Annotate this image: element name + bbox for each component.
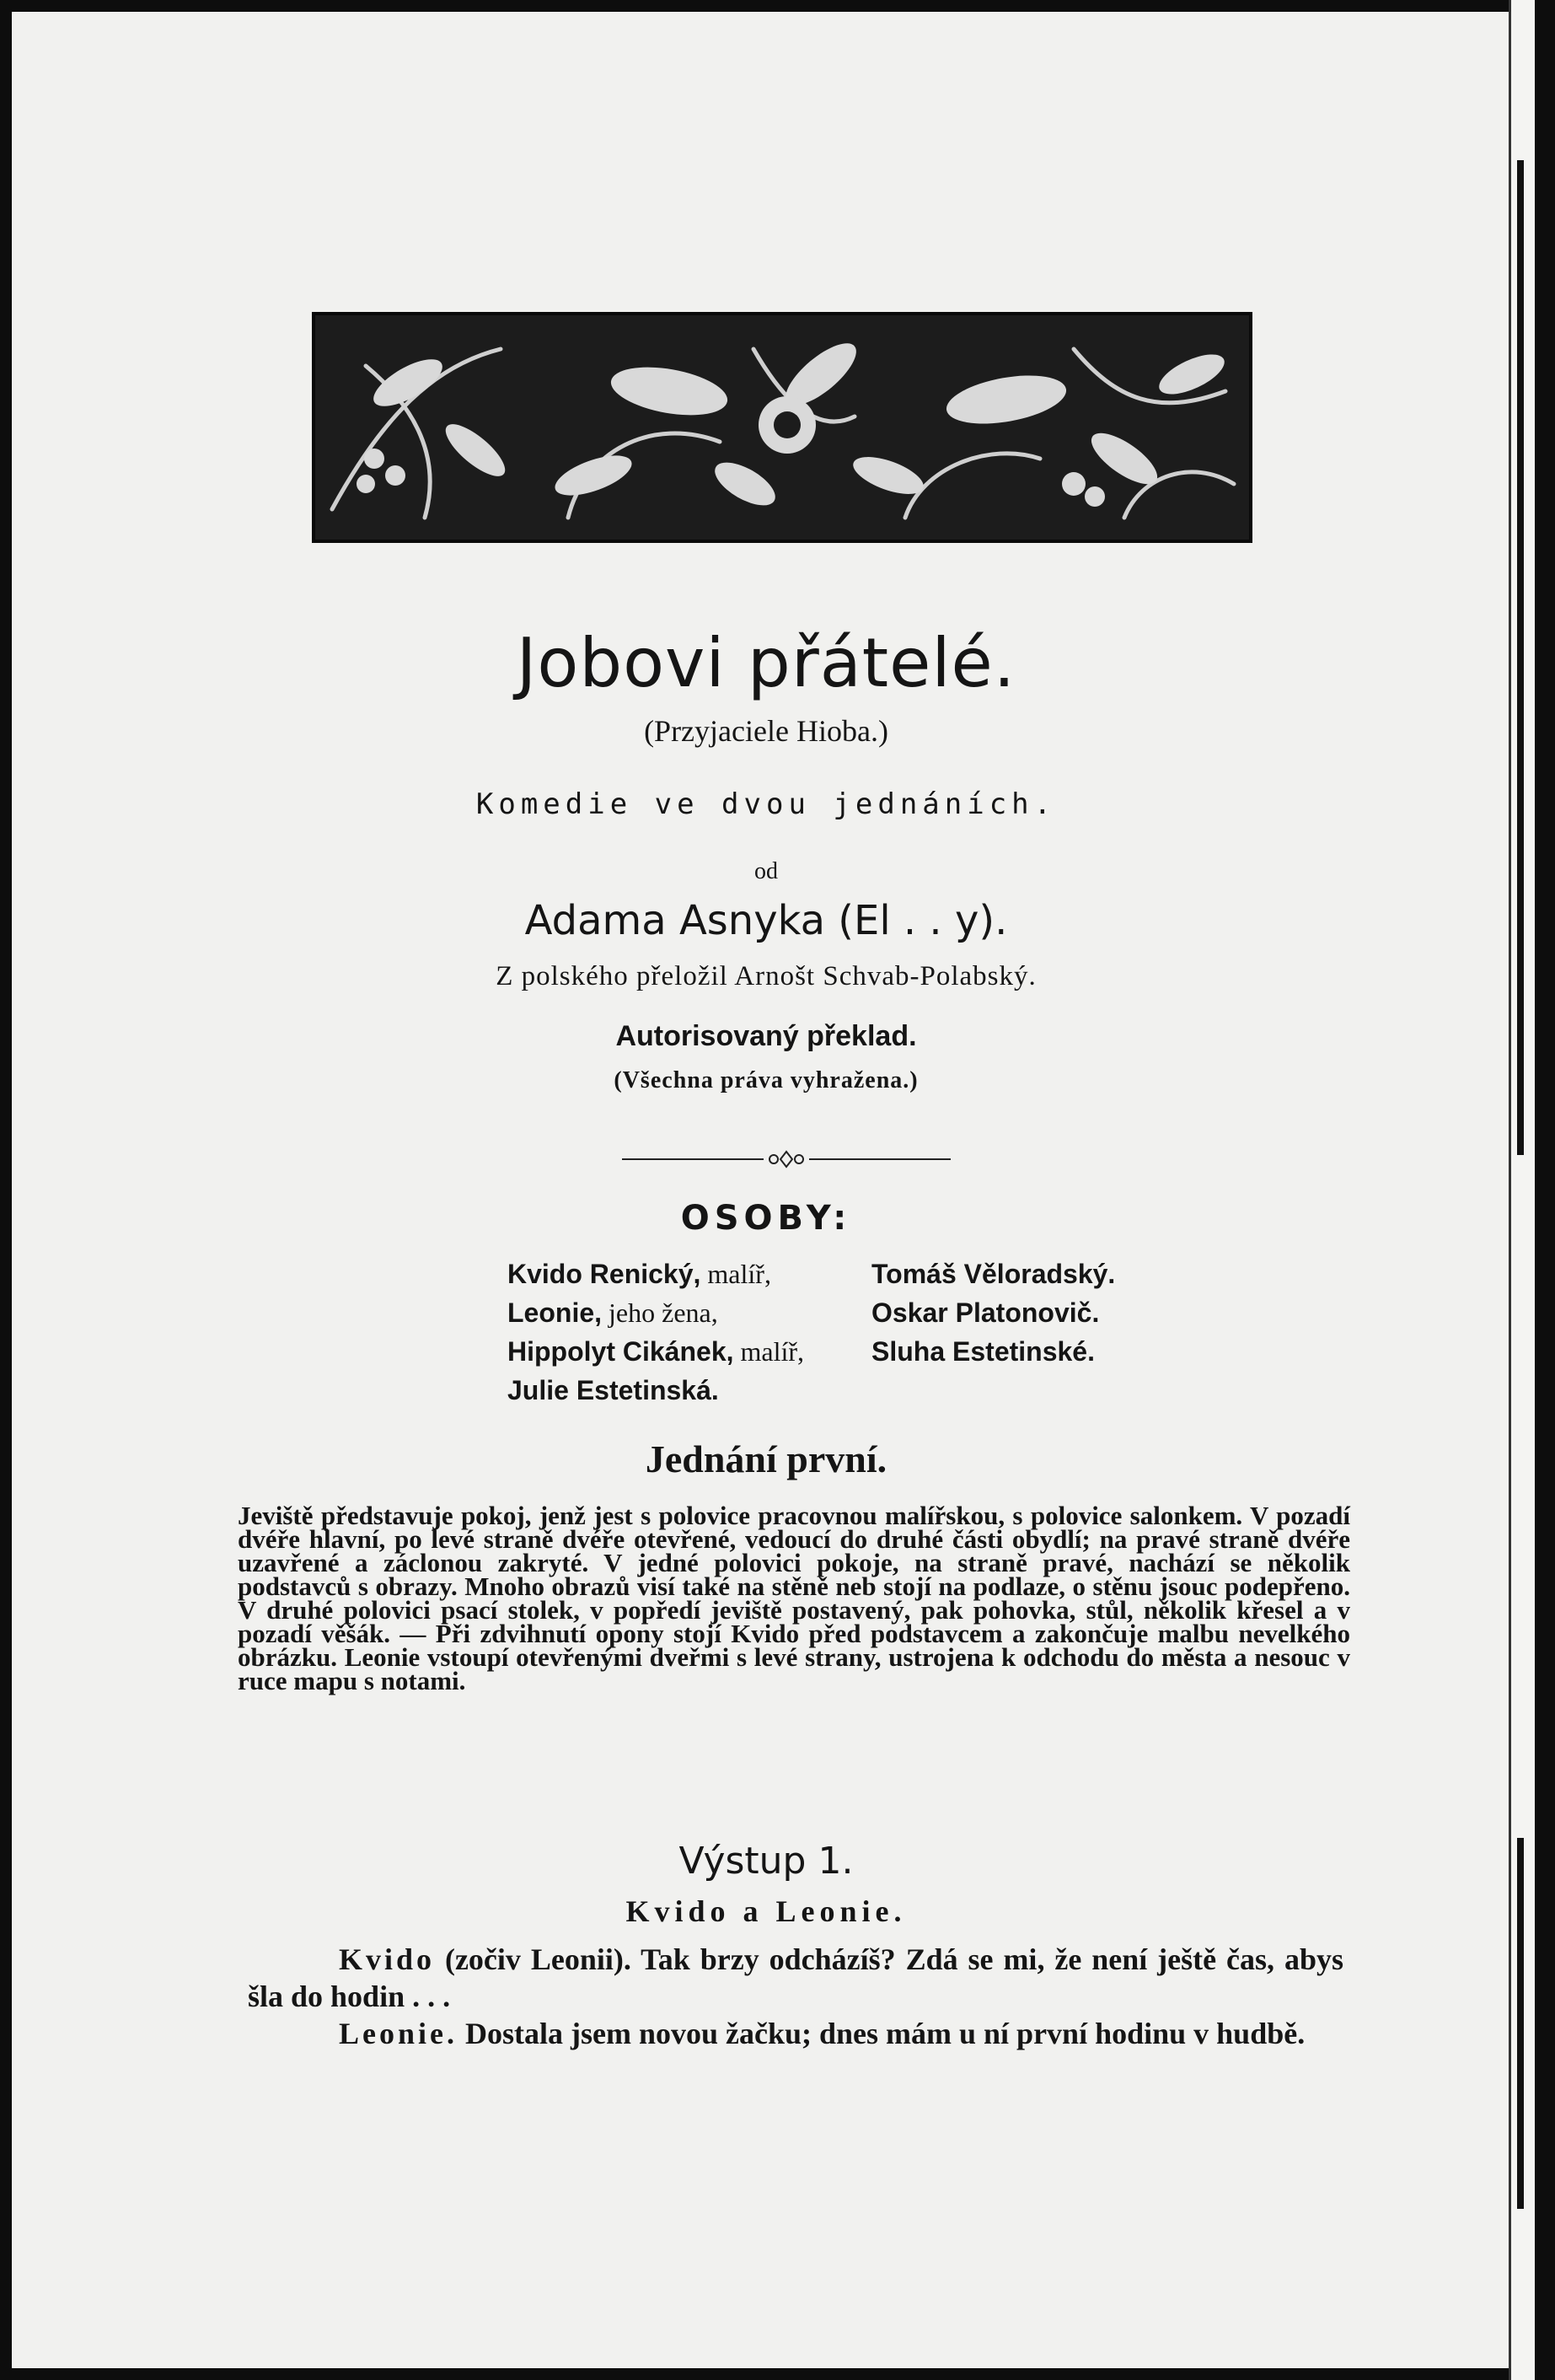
ornamental-foliage-band-icon [315, 315, 1249, 540]
book-page [12, 12, 1520, 2368]
ornament-vignette [312, 312, 1252, 543]
act-heading: Jednání první. [645, 1437, 887, 1480]
dialog-line [248, 1941, 1343, 2015]
dialog [248, 1941, 1343, 2052]
cast-list-left [507, 1254, 878, 1410]
cast-item: Leonie, jeho žena, [507, 1297, 718, 1328]
fleuron-divider-icon [622, 1147, 951, 1172]
speaker-name: Kvido [339, 1942, 436, 1976]
binding-mark [1517, 1838, 1524, 2209]
original-title: (Przyjaciele Hioba.) [644, 714, 888, 748]
rights-notice: (Všechna práva vyhražena.) [614, 1067, 919, 1093]
by-line-word: od [754, 858, 778, 884]
translator-line: Z polského přeložil Arnošt Schvab-Polabský. [496, 961, 1037, 991]
cast-item: Tomáš Věloradský. [871, 1259, 1116, 1289]
dialog-text: Dostala jsem novou žačku; dnes mám u ní první hodinu v hudbě. [458, 2017, 1306, 2050]
scene-characters: Kvido a Leonie. [625, 1894, 907, 1928]
cast-item: Hippolyt Cikánek, malíř, [507, 1336, 805, 1367]
cast-item: Julie Estetinská. [507, 1375, 719, 1405]
dialog-text: (zočiv Leonii). Tak brzy odcházíš? Zdá se mi, že není ještě čas, abys šla do hodin . . . [248, 1942, 1343, 2013]
cast-item: Sluha Estetinské. [871, 1336, 1095, 1367]
author-name: Adama Asnyka (El . . y). [524, 897, 1008, 944]
persons-heading: OSOBY: [680, 1199, 852, 1238]
cast-item: Oskar Platonovič. [871, 1297, 1100, 1328]
page-title: Jobovi přátelé. [516, 624, 1016, 702]
authorized-translation: Autorisovaný překlad. [615, 1020, 917, 1052]
dialog-line [248, 2015, 1343, 2052]
binding-mark [1517, 160, 1524, 1155]
speaker-name: Leonie. [339, 2017, 458, 2050]
cast-list-right [871, 1254, 1225, 1371]
genre-subtitle: Komedie ve dvou jednáních. [475, 787, 1057, 821]
cast-item: Kvido Renický, malíř, [507, 1259, 771, 1289]
stage-direction: Jeviště představuje pokoj, jenž jest s polovice pracovnou malířskou, s polovice salonkem. V pozadí dvéře hlavní, po levé straně dvéře otevřené, vedoucí do druhé části obydlí; na pravé straně dvéře uzavřené a záclonou zakryté. V jedné polovici pokoje, na straně pravé, nachází se několik podstavců s obrazy. Mnoho obrazů visí také na stěně neb stojí na podlaze, o stěnu jsouc podepřeno. V druhé polovici psací stolek, v popředí jeviště postavený, pak pohovka, stůl, několik křesel a v pozadí věšák. — Při zdvihnutí opony stojí Kvido před podstavcem a zakončuje malbu nevelkého obrázku. Leonie vstoupí otevřenými dveřmi s levé strany, ustrojena k odchodu do města a nesouc v ruce mapu s notami. [238, 1501, 1350, 1695]
scene-heading: Výstup 1. [678, 1840, 854, 1883]
